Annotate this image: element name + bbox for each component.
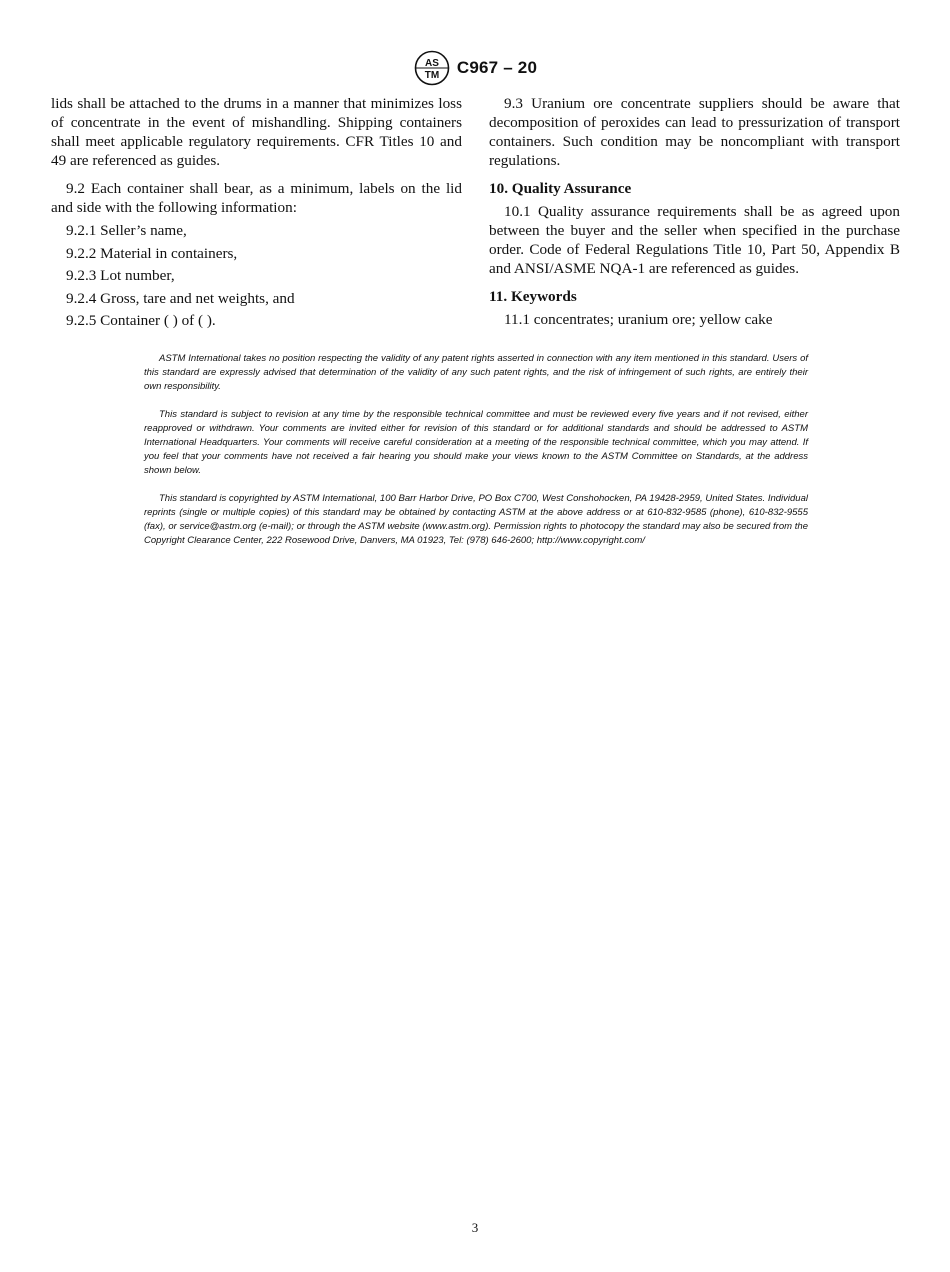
list-item: 9.2.3 Lot number, <box>66 267 175 284</box>
right-column <box>489 94 900 329</box>
label-items-list <box>51 221 462 334</box>
paragraph-9-2: 9.2 Each container shall bear, as a minimum, labels on the lid and side with the following information: <box>51 180 462 216</box>
svg-text:AS: AS <box>424 58 439 69</box>
copyright-notice: This standard is copyrighted by ASTM International, 100 Barr Harbor Drive, PO Box C700, West Conshohocken, PA 19428-2959, United States. Individual reprints (single or multiple copies) of this standard may be obtained by contacting ASTM at the above address or at 610-832-9585 (phone), 610-832-9555 (fax), or service@astm.org (e-mail); or through the ASTM website (www.astm.org). Permission rights to photocopy the standard may also be secured from the Copyright Clearance Center, 222 Rosewood Drive, Danvers, MA 01923, Tel: (978) 646-2600; http://www.copyright.com/ <box>144 493 808 546</box>
left-column <box>51 94 462 334</box>
paragraph-11-1: 11.1 concentrates; uranium ore; yellow cake <box>504 311 773 328</box>
section-10-heading: 10. Quality Assurance <box>489 180 632 197</box>
paragraph-10-1: 10.1 Quality assurance requirements shall be as agreed upon between the buyer and the seller when specified in the purchase order. Code of Federal Regulations Title 10, Part 50, Appendix B and ANSI/ASME NQA-1 are referenced as guides. <box>489 203 900 277</box>
list-item: 9.2.4 Gross, tare and net weights, and <box>66 289 295 307</box>
document-designation: C967 – 20 <box>456 58 538 77</box>
footer-notices <box>144 352 808 562</box>
revision-notice: This standard is subject to revision at any time by the responsible technical committee and must be reviewed every five years and if not revised, either reapproved or withdrawn. Your comments are invited either for revision of this standard or for additional standards and should be addressed to ASTM International Headquarters. Your comments will receive careful consideration at a meeting of the responsible technical committee, which you may attend. If you feel that your comments have not received a fair hearing you should make your views known to the ASTM Committee on Standards, at the address shown below. <box>144 409 808 476</box>
astm-logo-icon <box>413 50 451 86</box>
paragraph-9-1-continuation: lids shall be attached to the drums in a manner that minimizes loss of concentrate in the event of mishandling. Shipping containers shall meet applicable regulatory requirements. CFR Titles 10 and 49 are referenced as guides. <box>51 95 462 169</box>
list-item: 9.2.2 Material in containers, <box>66 244 238 262</box>
svg-text:TM: TM <box>424 70 440 81</box>
page-header <box>0 50 950 86</box>
page-number: 3 <box>471 1220 479 1235</box>
paragraph-9-3: 9.3 Uranium ore concentrate suppliers should be aware that decomposition of peroxides can lead to pressurization of transport containers. Such condition may be noncompliant with transport regulations. <box>489 95 900 169</box>
list-item: 9.2.5 Container ( ) of ( ). <box>66 312 216 329</box>
list-item: 9.2.1 Seller’s name, <box>66 222 187 239</box>
patent-notice: ASTM International takes no position respecting the validity of any patent rights asserted in connection with any item mentioned in this standard. Users of this standard are expressly advised that determination of the validity of any such patent rights, and the risk of infringement of such rights, are entirely their own responsibility. <box>144 353 808 392</box>
section-11-heading: 11. Keywords <box>489 288 577 305</box>
